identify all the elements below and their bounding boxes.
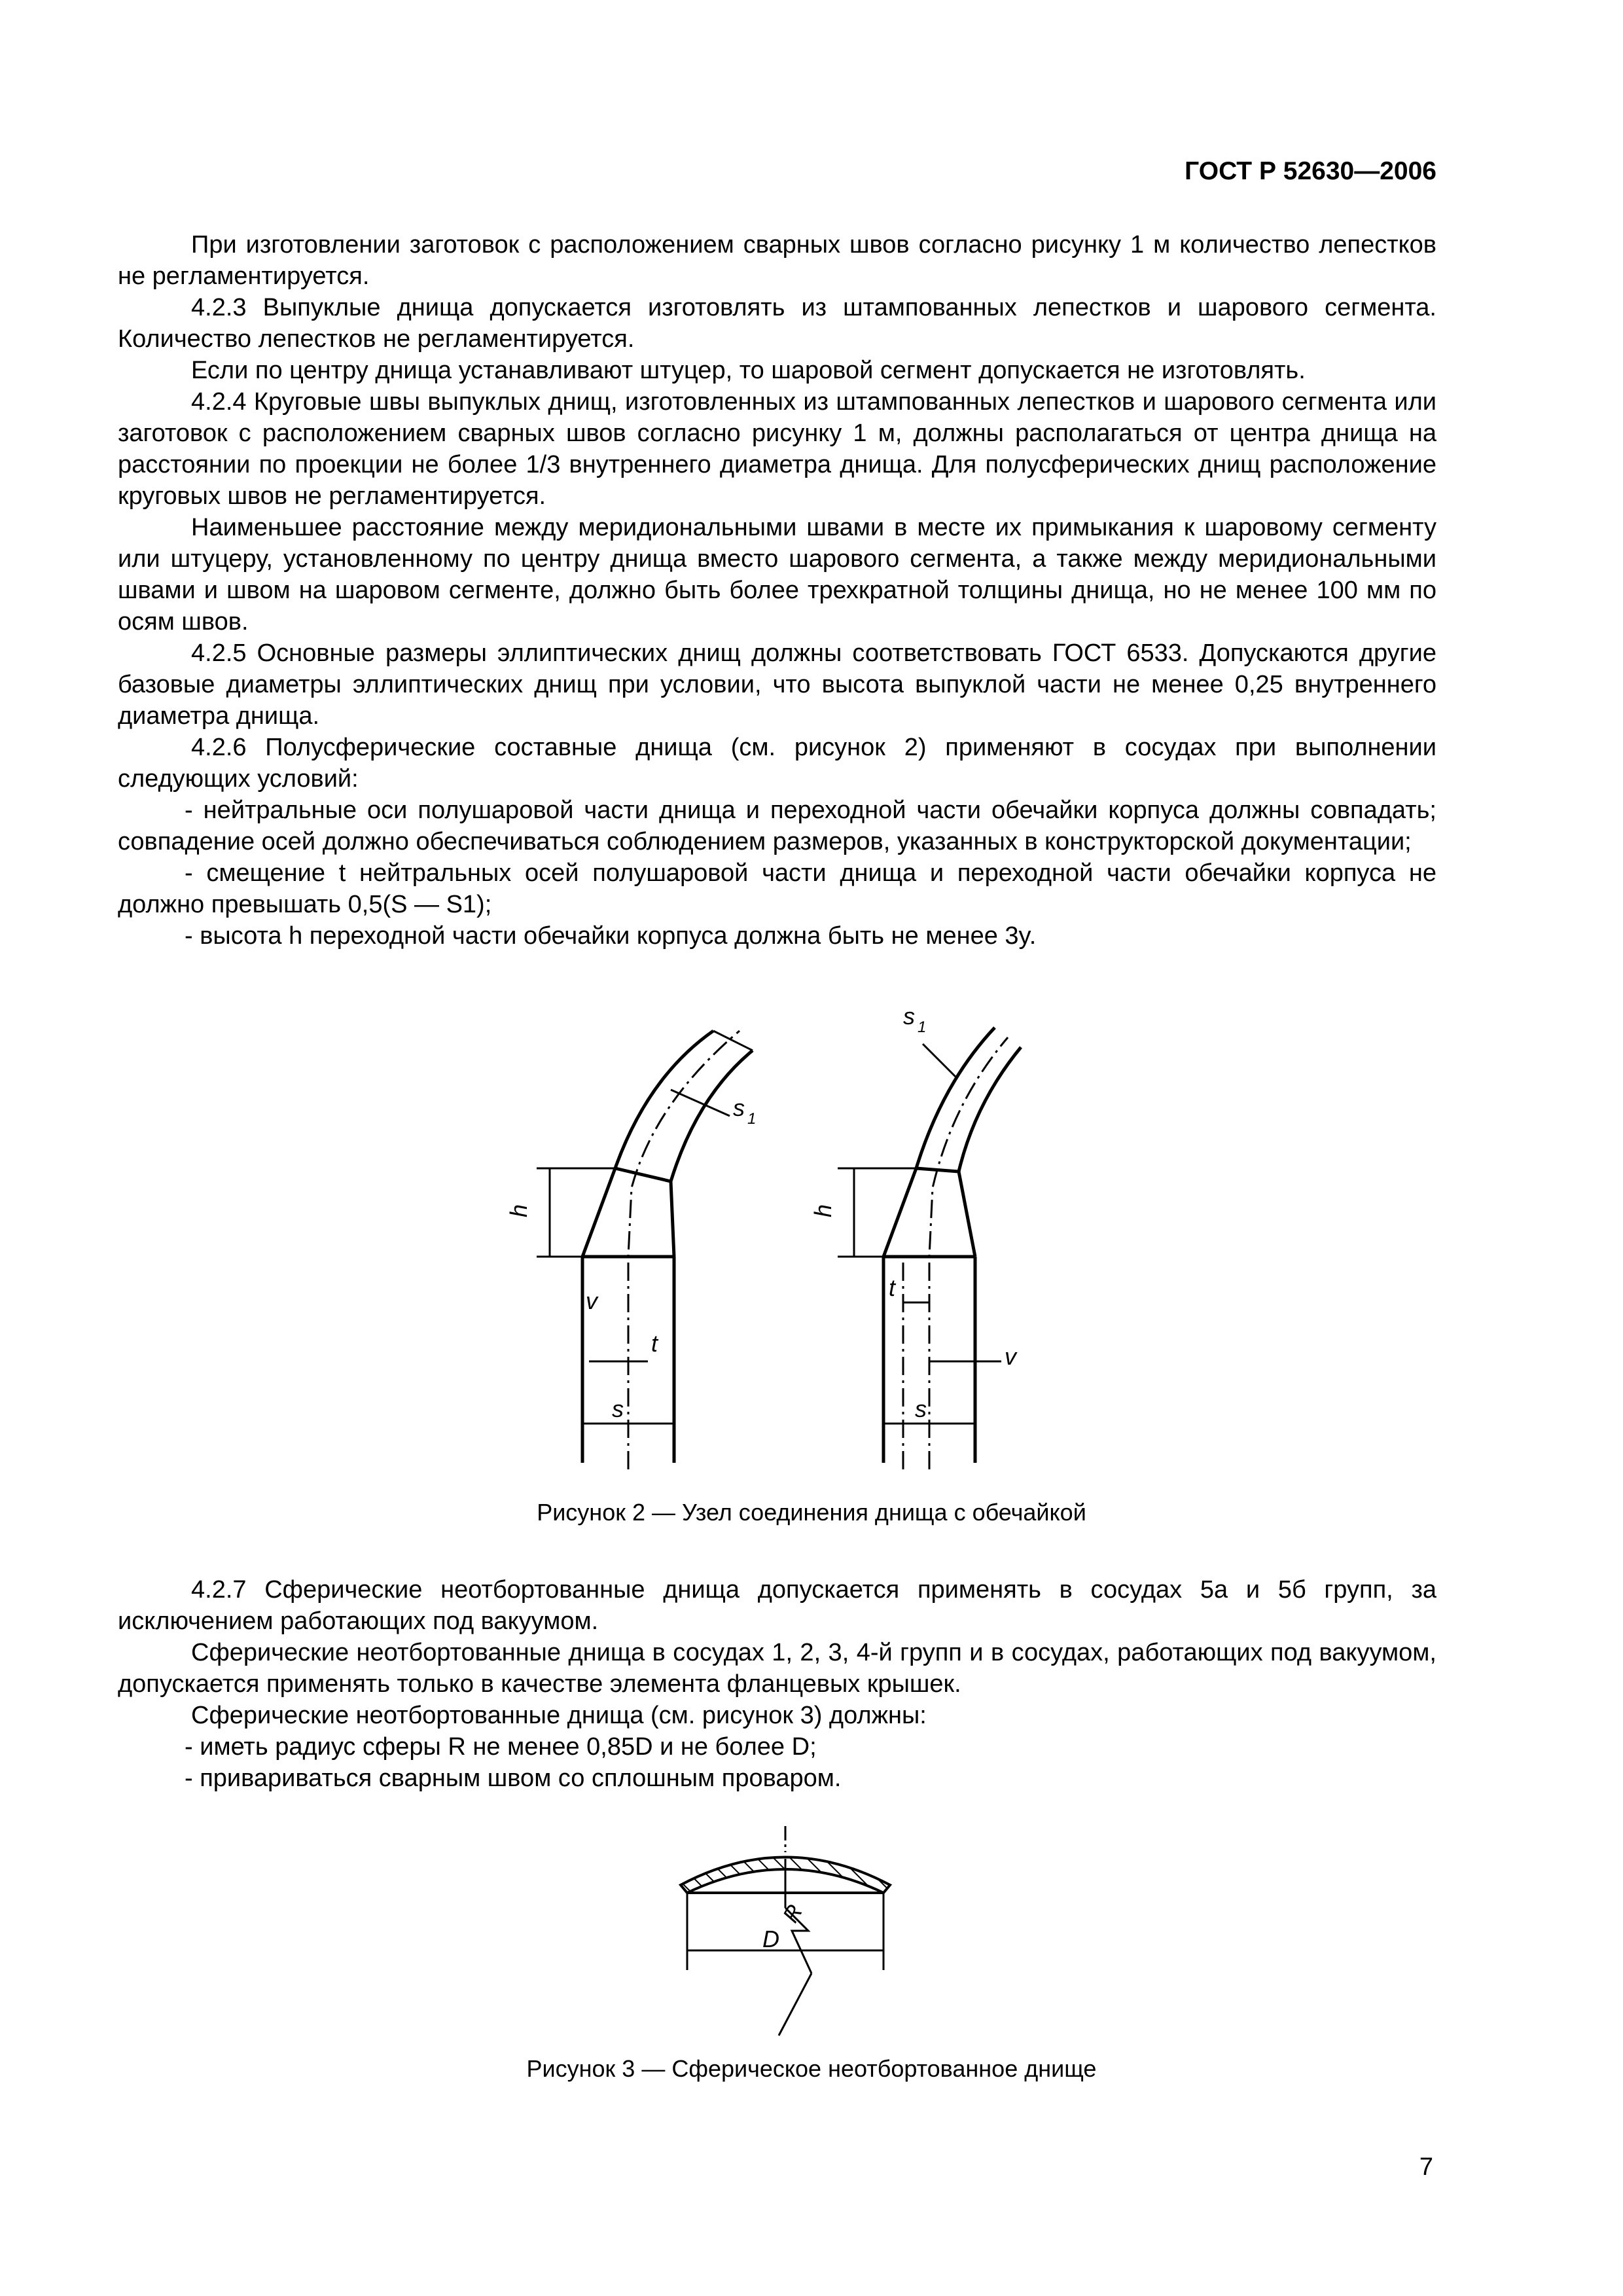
list-item: - привариваться сварным швом со сплошным проваром.	[185, 1765, 842, 1792]
s-label: s	[612, 1395, 624, 1422]
t-label: t	[651, 1330, 658, 1357]
paragraph: 4.2.5 Основные размеры эллиптических днищ должны соответствовать ГОСТ 6533. Допускаются другие базовые диаметры эллиптических днищ при условии, что высота выпуклой части не менее 0,25 внутреннего диаметра днища.	[118, 639, 1436, 730]
list-item: - смещение t нейтральных осей полушаровой части днища и переходной части обечайки корпуса не должно превышать 0,5(S — S1);	[118, 859, 1436, 918]
spherical-head	[681, 1826, 890, 2036]
figure-2-right-part	[838, 1028, 1021, 1469]
paragraph: Если по центру днища устанавливают штуцер, то шаровой сегмент допускается не изготовлять.	[191, 357, 1306, 384]
s1-subscript: 1	[747, 1110, 757, 1128]
h-label: h	[505, 1204, 532, 1217]
page-number: 7	[1419, 2153, 1433, 2181]
v-label: v	[1005, 1343, 1016, 1370]
paragraph: 4.2.6 Полусферические составные днища (см. рисунок 2) применяют в сосудах при выполнении следующих условий:	[118, 734, 1436, 793]
s-label: s	[915, 1395, 927, 1422]
list-item: - высота h переходной части обечайки корпуса должна быть не менее 3y.	[185, 922, 1037, 950]
document-header: ГОСТ Р 52630—2006	[1185, 157, 1436, 185]
h-label: h	[810, 1204, 836, 1217]
s1-label: s	[733, 1094, 745, 1121]
body-text-bottom	[118, 1574, 1436, 1794]
head-outer-arc	[615, 1031, 713, 1168]
paragraph: При изготовлении заготовок с расположением сварных швов согласно рисунку 1 м количество лепестков не регламентируется.	[118, 231, 1436, 290]
paragraph: 4.2.3 Выпуклые днища допускается изготовлять из штампованных лепестков и шарового сегмента. Количество лепестков не регламентируется.	[118, 294, 1436, 353]
t-label: t	[889, 1274, 896, 1301]
transition-outer-line	[582, 1168, 615, 1257]
s1-label: s	[903, 1003, 915, 1030]
paragraph: Сферические неотбортованные днища в сосудах 1, 2, 3, 4-й групп и в сосудах, работающих под вакуумом, допускается применять только в качестве элемента фланцевых крышек.	[118, 1639, 1436, 1698]
figure-3-caption: Рисунок 3 — Сферическое неотбортованное днище	[526, 2055, 1097, 2082]
figure-3-drawing	[668, 1820, 903, 2042]
r-label: R	[778, 1900, 808, 1927]
s1-subscript: 1	[918, 1018, 927, 1036]
paragraph: 4.2.4 Круговые швы выпуклых днищ, изготовленных из штампованных лепестков и шарового сегмента или заготовок с расположением сварных швов согласно рисунку 1 м, должны располагаться от центра днища на расстоянии по проекции не более 1/3 внутреннего диаметра днища. Для полусферических днищ расположение круговых швов не регламентируется.	[118, 388, 1436, 510]
paragraph: 4.2.7 Сферические неотбортованные днища допускается применять в сосудах 5а и 5б групп, за исключением работающих под вакуумом.	[118, 1576, 1436, 1635]
figure-2-caption: Рисунок 2 — Узел соединения днища с обечайкой	[537, 1499, 1086, 1526]
list-item: - нейтральные оси полушаровой части днища и переходной части обечайки корпуса должны совпадать; совпадение осей должно обеспечиваться соблюдением размеров, указанных в конструкторской документации;	[118, 797, 1436, 855]
list-item: - иметь радиус сферы R не менее 0,85D и не более D;	[185, 1733, 817, 1761]
body-text-top	[118, 229, 1436, 952]
paragraph: Сферические неотбортованные днища (см. рисунок 3) должны:	[191, 1702, 927, 1729]
figure-2-left-part	[537, 1031, 753, 1469]
figure-2-drawing	[497, 998, 1126, 1469]
paragraph: Наименьшее расстояние между меридиональными швами в месте их примыкания к шаровому сегменту или штуцеру, установленному по центру днища вместо шарового сегмента, а также между меридиональными швами и швом на шаровом сегменте, должно быть более трехкратной толщины днища, но не менее 100 мм по осям швов.	[118, 514, 1436, 636]
head-cut-line	[713, 1031, 753, 1050]
weld-line	[615, 1168, 671, 1181]
transition-inner-line	[671, 1181, 674, 1257]
d-label: D	[762, 1926, 779, 1952]
v-label: v	[586, 1287, 597, 1314]
